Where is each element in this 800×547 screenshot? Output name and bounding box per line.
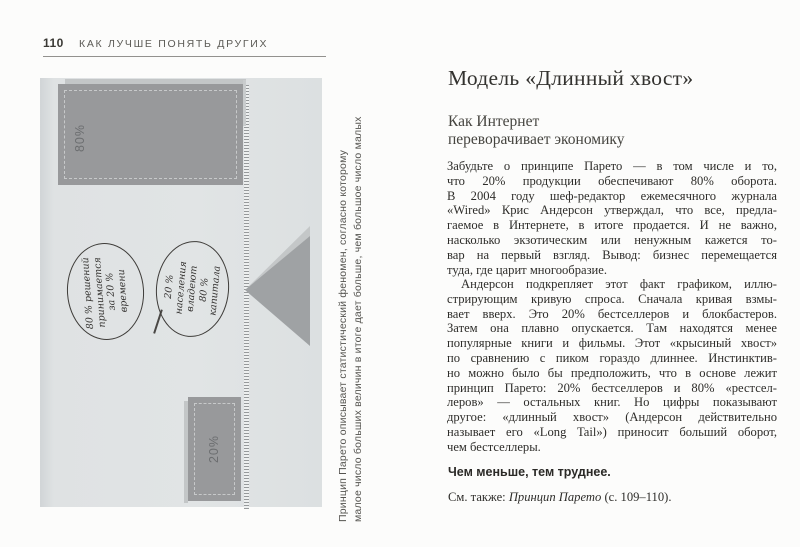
text-line: насколько экзотическим или ненужным кажется то- — [447, 232, 777, 247]
figure-oval-decisions — [64, 240, 148, 342]
banknote-stack-edge — [243, 80, 246, 126]
banknote-80-label: 80% — [73, 123, 87, 153]
banknote-20 — [188, 397, 241, 501]
banknote-stack-edge — [65, 79, 246, 84]
text-line: популярные книги и фильмы. Этот «крысиный хвост» — [447, 336, 777, 351]
text-line: туда, где царит многообразие. — [447, 262, 608, 277]
see-also-reference: Принцип Парето — [508, 490, 602, 504]
page-number: 110 — [43, 36, 64, 50]
see-also — [448, 490, 671, 505]
text-line: что 20% продукции обеспечивают 80% оборота. — [447, 173, 777, 188]
key-statement: Чем меньше, тем труднее. — [448, 465, 611, 479]
figure-caption — [336, 76, 370, 522]
text-line: 20 % населения — [162, 261, 189, 315]
text-line: 80 % решений — [80, 256, 97, 330]
text-line: Андерсон подкрепляет этот факт графиком, иллю- — [461, 277, 777, 291]
figure-peak-triangle-icon — [245, 224, 311, 350]
text-line: малое число больших величин в итоге дает больше, чем большое число малых — [352, 116, 364, 522]
text-line: переворачивает экономику — [448, 131, 625, 148]
text-line: владеют — [184, 265, 200, 313]
text-line: но можно было бы предположить, что в основе лежит — [447, 365, 777, 380]
text-line: другое: «длинный хвост» (Андерсон действительно — [447, 410, 777, 425]
chapter-title: Модель «Длинный хвост» — [448, 66, 694, 90]
text-line: Затем она плавно опускается. Там находятся менее — [447, 321, 777, 336]
text-line: леров» — остальных книг. Но цифры показывают — [447, 395, 777, 410]
paragraph-long-tail — [447, 277, 777, 455]
banknote-80 — [58, 84, 243, 185]
text-line: чем бестселлеры. — [447, 439, 541, 454]
text-line: стрирующим кривую спроса. Сначала кривая взмы- — [447, 291, 777, 306]
running-head: КАК ЛУЧШЕ ПОНЯТЬ ДРУГИХ — [79, 38, 269, 50]
right-page — [430, 0, 800, 547]
see-also-pages: (с. 109–110). — [601, 490, 672, 504]
text-line: В 2004 году шеф-редактор ежемесячного журнала — [447, 188, 777, 203]
figure-pareto-illustration — [40, 78, 322, 507]
text-line: за 20 % времени — [104, 268, 130, 313]
text-line: Забудьте о принципе Парето — в том числе и то, — [447, 159, 777, 173]
text-line: принимается — [91, 256, 108, 328]
text-line: вар на первый взгляд. Вывод: бизнес перемещается — [447, 247, 777, 262]
figure-caption-text — [336, 76, 370, 522]
oval-decisions-text — [80, 252, 131, 330]
text-line: принцип Парето: 20% бестселлеров и 80% «рестсел- — [447, 380, 777, 395]
text-line: называет его «Long Tail») приносит больший оборот, — [447, 424, 777, 439]
chapter-subtitle — [448, 113, 624, 149]
text-line: гаемое в Интернете, в итоге продается. И не важно, — [447, 218, 777, 233]
figure-oval-capital — [152, 238, 233, 340]
text-line: «Wired» Крис Андерсон утверждал, что все, предла- — [447, 203, 777, 218]
header-rule — [43, 56, 326, 57]
text-line: по сравнению с пиком гораздо длиннее. Инстинктив- — [447, 350, 777, 365]
banknote-80-label-box — [70, 110, 90, 166]
paragraph-intro — [447, 159, 777, 277]
text-line: вает вверх. Это 20% бестселлеров и блокбастеров. — [447, 306, 777, 321]
text-line: 80 % капитала — [197, 265, 223, 317]
banknote-20-label: 20% — [207, 434, 222, 464]
banknote-stack-edge — [184, 401, 188, 503]
oval-capital-text — [161, 251, 224, 327]
see-also-prefix: См. также: — [448, 490, 509, 504]
text-line: Как Интернет — [448, 113, 540, 130]
text-line: Принцип Парето описывает статистический феномен, согласно которому — [337, 149, 349, 522]
